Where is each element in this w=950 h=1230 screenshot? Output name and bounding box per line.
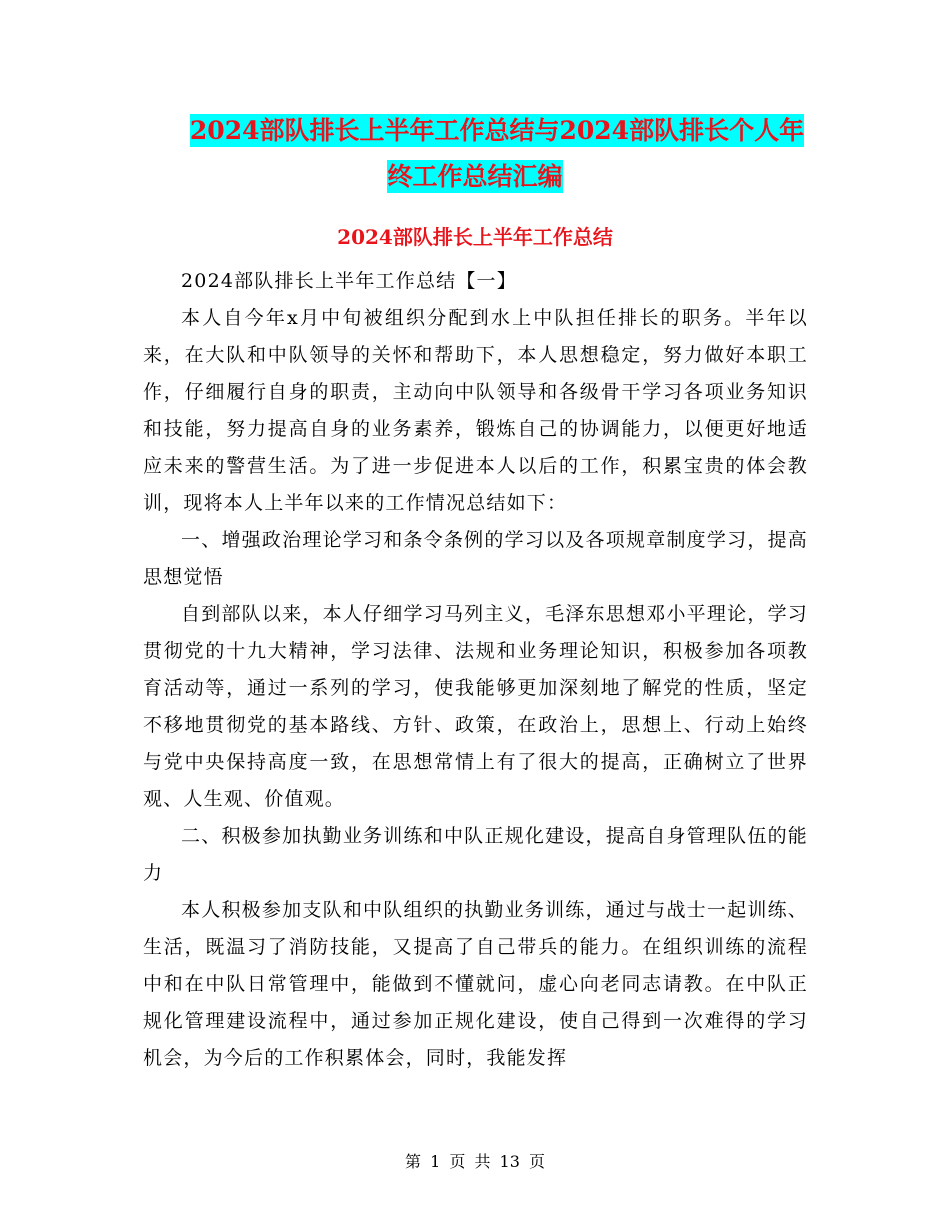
document-title <box>0 108 950 200</box>
page-footer: 第 1 页 共 13 页 <box>405 1152 545 1171</box>
paragraph-section-one-body: 自到部队以来，本人仔细学习马列主义，毛泽东思想邓小平理论，学习贯彻党的十九大精神，学习法律、法规和业务理论知识，积极参加各项教育活动等，通过一系列的学习，使我能够更加深刻地了解党的性质，坚定不移地贯彻党的基本路线、方针、政策，在政治上，思想上、行动上始终与党中央保持高度一致，在思想常情上有了很大的提高，正确树立了世界观、人生观、价值观。 <box>143 603 808 810</box>
title-line-2: 终工作总结汇编 <box>387 162 563 191</box>
title-line-1: 2024部队排长上半年工作总结与2024部队排长个人年 <box>189 116 805 145</box>
document-body <box>143 263 808 1077</box>
paragraph-section-one-heading: 一、增强政治理论学习和条令条例的学习以及各项规章制度学习，提高思想觉悟 <box>143 529 808 588</box>
paragraph-section-two-body: 本人积极参加支队和中队组织的执勤业务训练，通过与战士一起训练、生活，既温习了消防技能，又提高了自己带兵的能力。在组织训练的流程中和在中队日常管理中，能做到不懂就问，虚心向老同志请教。在中队正规化管理建设流程中，通过参加正规化建设，使自己得到一次难得的学习机会，为今后的工作积累体会，同时，我能发挥 <box>143 899 808 1069</box>
subheading-part-one: 2024部队排长上半年工作总结【一】 <box>181 270 517 292</box>
paragraph-intro: 本人自今年x月中旬被组织分配到水上中队担任排长的职务。半年以来，在大队和中队领导的关怀和帮助下，本人思想稳定，努力做好本职工作，仔细履行自身的职责，主动向中队领导和各级骨干学习各项业务知识和技能，努力提高自身的业务素养，锻炼自己的协调能力，以便更好地适应未来的警营生活。为了进一步促进本人以后的工作，积累宝贵的体会教训，现将本人上半年以来的工作情况总结如下： <box>143 307 808 514</box>
paragraph-section-two-heading: 二、积极参加执勤业务训练和中队正规化建设，提高自身管理队伍的能力 <box>143 825 808 884</box>
section-heading: 2024部队排长上半年工作总结 <box>337 225 613 249</box>
